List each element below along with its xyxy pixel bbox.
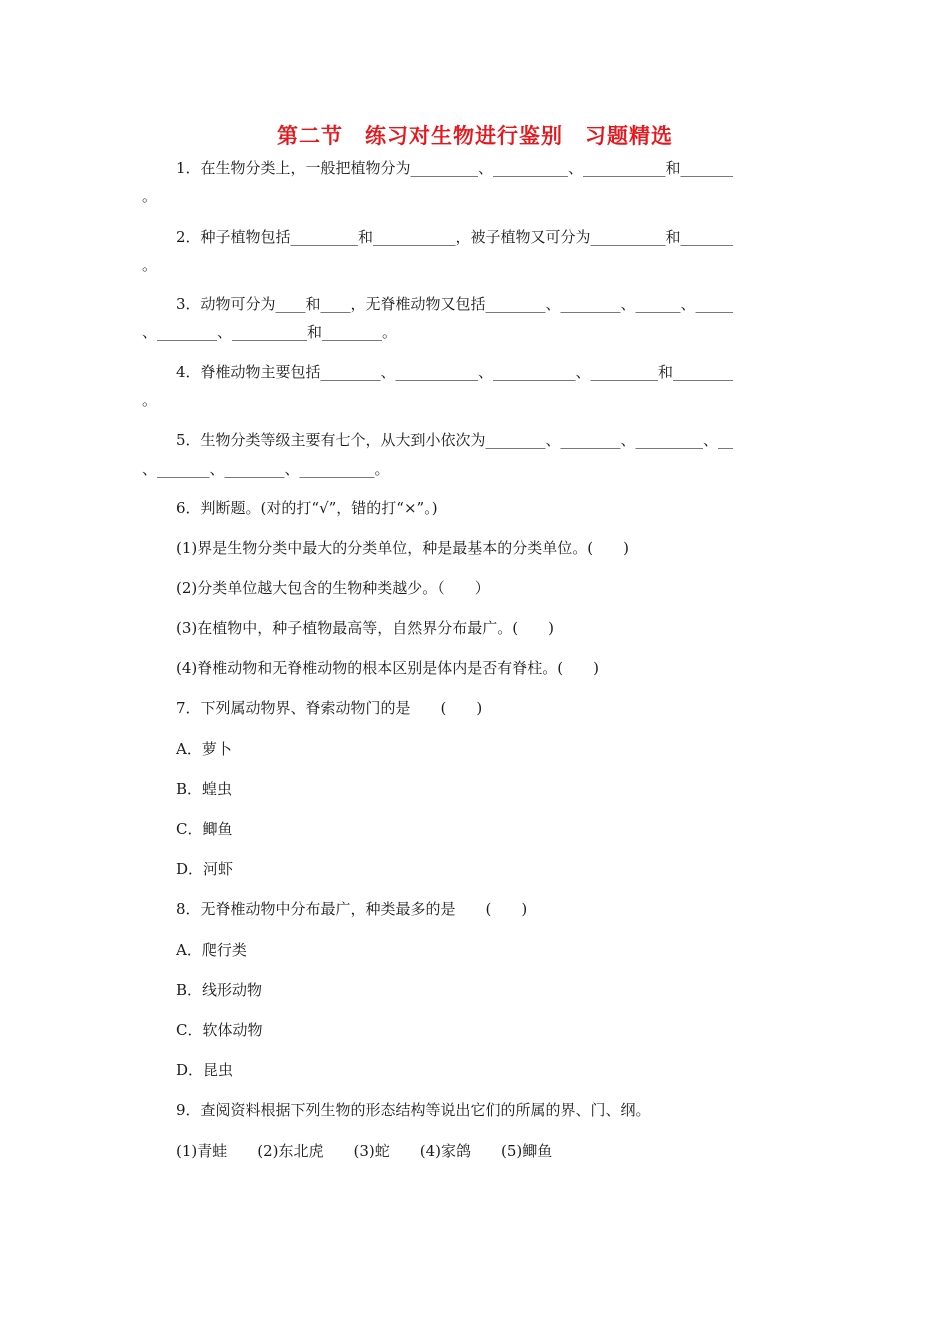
question-8-option-b: B．线形动物 [176,981,263,999]
question-6-item-1: (1)界是生物分类中最大的分类单位，种是最基本的分类单位。( ) [176,539,629,557]
page-title: 第二节 练习对生物进行鉴别 习题精选 [277,124,673,148]
question-5-line-2: 、_______、________、__________。 [142,460,390,478]
question-4-line-2: 。 [142,391,158,409]
question-8-option-d: D．昆虫 [176,1061,234,1079]
question-9-stem: 9．查阅资料根据下列生物的形态结构等说出它们的所属的界、门、纲。 [176,1101,651,1119]
question-6-item-2: (2)分类单位越大包含的生物种类越少。（ ） [176,579,490,597]
question-6-item-4: (4)脊椎动物和无脊椎动物的根本区别是体内是否有脊柱。( ) [176,659,599,677]
question-2-line-2: 。 [142,256,158,274]
question-8-option-c: C．软体动物 [176,1021,263,1039]
question-8-stem: 8．无脊椎动物中分布最广，种类最多的是 ( ) [176,900,528,918]
question-7-option-c: C．鲫鱼 [176,820,233,838]
question-7-option-d: D．河虾 [176,860,234,878]
question-7-option-b: B．蝗虫 [176,780,233,798]
question-6-stem: 6．判断题。(对的打“√”，错的打“×”。) [176,499,438,517]
question-3-line-1: 3．动物可分为____和____，无脊椎动物又包括________、________、______、_____ [176,295,734,313]
question-3-line-2: 、________、__________和________。 [142,323,398,341]
question-6-item-3: (3)在植物中，种子植物最高等，自然界分布最广。( ) [176,619,554,637]
question-4-line-1: 4．脊椎动物主要包括________、___________、___________、_________和________ [176,363,734,381]
question-1-line-2: 。 [142,187,158,205]
question-7-option-a: A．萝卜 [176,740,232,758]
question-7-stem: 7．下列属动物界、脊索动物门的是 ( ) [176,699,483,717]
question-8-option-a: A．爬行类 [176,941,247,959]
question-5-line-1: 5．生物分类等级主要有七个，从大到小依次为________、________、_________、__ [176,431,734,449]
question-9-items: (1)青蛙 (2)东北虎 (3)蛇 (4)家鸽 (5)鲫鱼 [176,1142,553,1160]
question-2-line-1: 2．种子植物包括_________和___________，被子植物又可分为__________和_______ [176,228,734,246]
question-1-line-1: 1．在生物分类上，一般把植物分为_________、__________、___________和_______ [176,159,734,177]
